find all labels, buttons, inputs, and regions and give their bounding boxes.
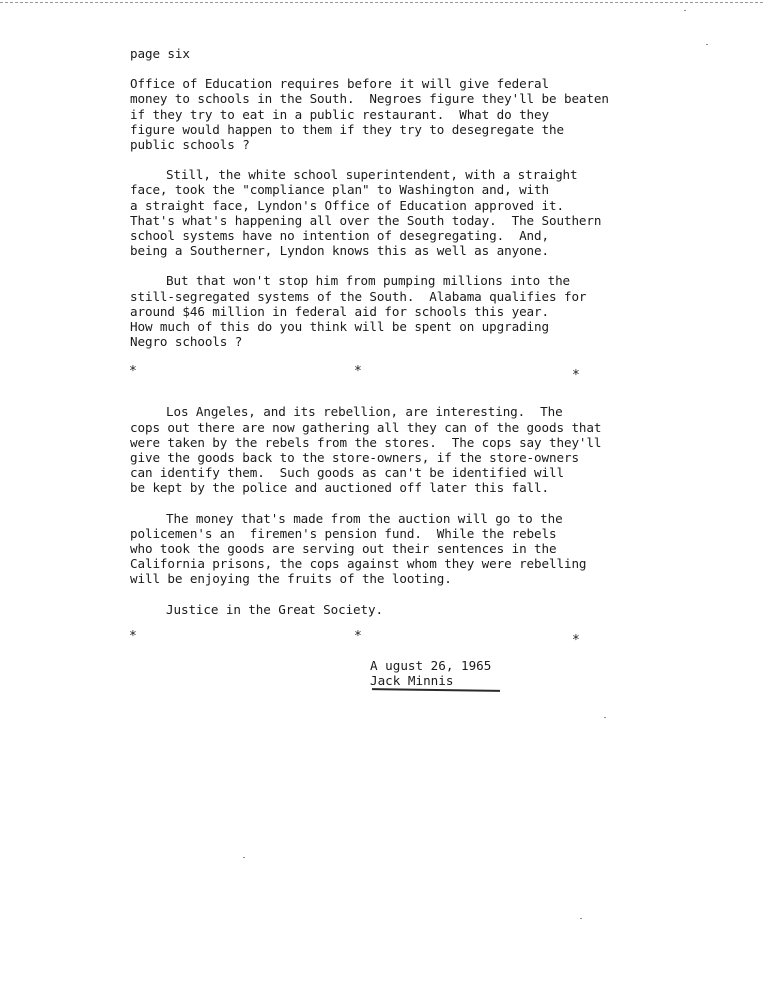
scan-speck — [604, 717, 606, 718]
scan-speck — [684, 10, 686, 11]
text-line: were taken by the rebels from the stores. The cops say they'll — [130, 434, 602, 450]
text-line: will be enjoying the fruits of the looting. — [130, 571, 452, 587]
paragraph-3 — [130, 273, 630, 349]
text-line: face, took the "compliance plan" to Washington and, with — [130, 182, 549, 198]
paragraph-4 — [130, 404, 630, 495]
signature-underline — [372, 688, 500, 692]
text-line: figure would happen to them if they try to desegregate the — [130, 121, 564, 137]
text-line: if they try to eat in a public restaurant. What do they — [130, 106, 549, 122]
page-header: page six — [130, 46, 190, 61]
section-divider-1 — [130, 364, 630, 388]
text-line: still-segregated systems of the South. Alabama qualifies for — [130, 288, 587, 304]
section-divider-2 — [130, 629, 630, 653]
scan-speck — [243, 857, 245, 858]
divider-asterisk: * — [129, 628, 137, 644]
paragraph-1 — [130, 76, 630, 152]
text-line: can identify them. Such goods as can't be identified will — [130, 465, 564, 481]
text-line: public schools ? — [130, 137, 250, 153]
text-line: How much of this do you think will be spent on upgrading — [130, 319, 549, 335]
text-line: The money that's made from the auction will go to the — [166, 510, 563, 526]
text-line: That's what's happening all over the South today. The Southern — [130, 212, 602, 228]
divider-asterisk: * — [129, 364, 137, 380]
signature-block — [370, 658, 500, 691]
text-line: a straight face, Lyndon's Office of Education approved it. — [130, 197, 564, 213]
paragraph-5 — [130, 511, 630, 587]
text-line: California prisons, the cops against whom they were rebelling — [130, 556, 587, 572]
text-line: But that won't stop him from pumping millions into the — [166, 273, 571, 289]
typed-page — [130, 46, 630, 669]
closing-line: Justice in the Great Society. — [166, 601, 383, 617]
divider-asterisk: * — [572, 368, 580, 384]
text-line: give the goods back to the store-owners, if the store-owners — [130, 450, 579, 466]
text-line: Negro schools ? — [130, 334, 243, 350]
scan-speck — [580, 918, 582, 919]
text-line: money to schools in the South. Negroes figure they'll be beaten — [130, 91, 609, 107]
text-line: around $46 million in federal aid for schools this year. — [130, 303, 549, 319]
text-line: policemen's an firemen's pension fund. While the rebels — [130, 525, 557, 541]
text-line: school systems have no intention of desegregating. And, — [130, 228, 549, 244]
paragraph-2 — [130, 167, 630, 258]
text-line: be kept by the police and auctioned off later this fall. — [130, 480, 549, 496]
divider-asterisk: * — [572, 632, 580, 648]
text-line: cops out there are now gathering all they can of the goods that — [130, 419, 602, 435]
signature-date: A ugust 26, 1965 — [370, 658, 492, 673]
scan-speck — [706, 44, 708, 45]
scan-top-edge — [0, 2, 763, 3]
signature-name: Jack Minnis — [370, 673, 454, 688]
text-line: Still, the white school superintendent, with a straight — [166, 167, 578, 183]
text-line: Office of Education requires before it will give federal — [130, 76, 549, 92]
text-line: who took the goods are serving out their sentences in the — [130, 541, 557, 557]
text-line: Los Angeles, and its rebellion, are interesting. The — [166, 404, 563, 420]
divider-asterisk: * — [354, 628, 362, 644]
divider-asterisk: * — [354, 364, 362, 380]
text-line: being a Southerner, Lyndon knows this as well as anyone. — [130, 243, 549, 259]
